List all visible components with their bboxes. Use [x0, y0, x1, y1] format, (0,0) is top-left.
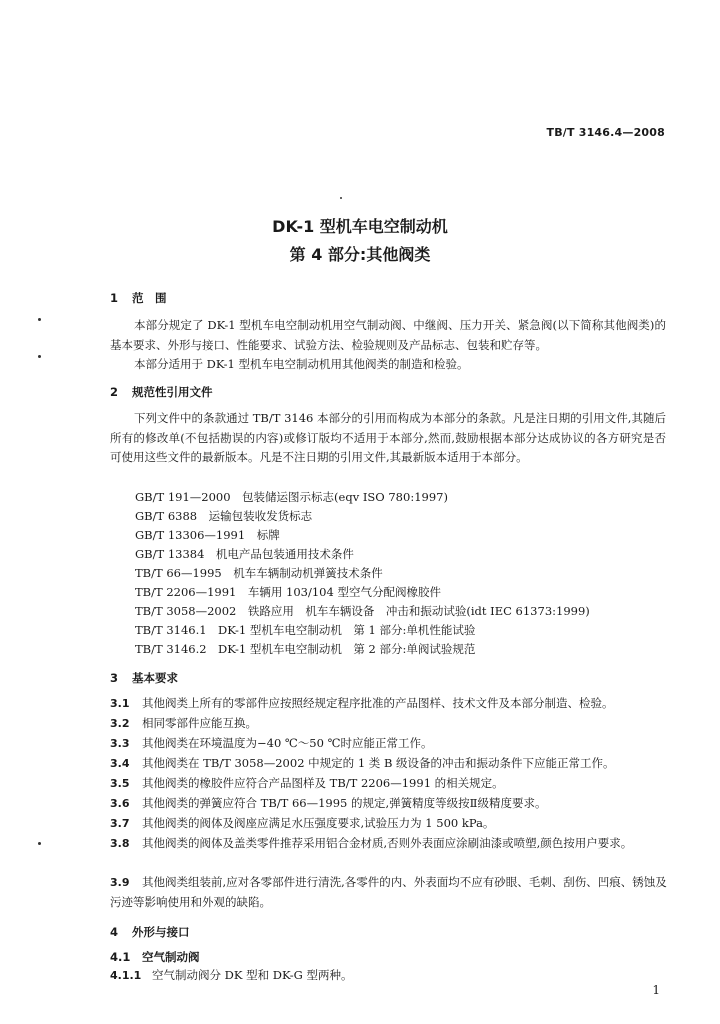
- clause-text: 其他阀类的弹簧应符合 TB/T 66—1995 的规定,弹簧精度等级按Ⅱ级精度要求。: [142, 796, 547, 810]
- section-heading-scope: [110, 290, 167, 306]
- clause-item: [110, 966, 670, 986]
- section-number: 2: [110, 385, 119, 399]
- section-title: 规范性引用文件: [132, 385, 213, 399]
- scan-speck: [38, 355, 41, 358]
- reference-item: GB/T 6388 运输包装收发货标志: [135, 509, 313, 523]
- document-title: DK-1 型机车电空制动机: [272, 217, 448, 236]
- section-number: 4.1: [110, 950, 131, 964]
- clause-text: 其他阀类上所有的零部件应按照经规定程序批准的产品图样、技术文件及本部分制造、检验。: [142, 696, 614, 710]
- section-number: 4: [110, 925, 119, 939]
- clause-text: 其他阀类的阀体及阀座应满足水压强度要求,试验压力为 1 500 kPa。: [142, 816, 495, 830]
- reference-item: TB/T 3058—2002 铁路应用 机车车辆设备 冲击和振动试验(idt IEC 61373:1999): [135, 604, 590, 618]
- reference-item: TB/T 66—1995 机车车辆制动机弹簧技术条件: [135, 566, 383, 580]
- clause-number: 3.7: [110, 817, 130, 830]
- clause-number: 4.1.1: [110, 969, 142, 982]
- clause-item: [110, 714, 670, 734]
- reference-item: GB/T 13306—1991 标牌: [135, 528, 280, 542]
- subsection-heading-air-brake-valve: [110, 949, 200, 965]
- clause-item: [110, 774, 670, 794]
- clause-item: [110, 794, 670, 814]
- reference-item: TB/T 3146.2 DK-1 型机车电空制动机 第 2 部分:单阀试验规范: [135, 642, 476, 656]
- scan-speck: [38, 318, 41, 321]
- clause-text: 其他阀类在环境温度为−40 ℃～50 ℃时应能正常工作。: [142, 736, 433, 750]
- clause-item: [110, 734, 670, 754]
- clause-number: 3.8: [110, 837, 130, 850]
- clause-number: 3.6: [110, 797, 130, 810]
- normative-intro: 下列文件中的条款通过 TB/T 3146 本部分的引用而构成为本部分的条款。凡是注日期的引用文件,其随后所有的修改单(不包括勘误的内容)或修订版均不适用于本部分,然而,鼓励根据本部分达成协议的各方研究是否可使用这些文件的最新版本。凡是不注日期的引用文件,其最新版本适用于本部分。: [110, 411, 666, 464]
- scope-paragraph-1: 本部分规定了 DK-1 型机车电空制动机用空气制动阀、中继阀、压力开关、紧急阀(以下简称其他阀类)的基本要求、外形与接口、性能要求、试验方法、检验规则及产品标志、包装和贮存等。: [110, 318, 666, 352]
- clause-text: 其他阀类组装前,应对各零部件进行清洗,各零件的内、外表面均不应有砂眼、毛刺、刮伤、凹痕、锈蚀及污迹等影响使用和外观的缺陷。: [110, 875, 667, 909]
- clause-item: [110, 694, 670, 714]
- clause-item: [110, 754, 670, 774]
- section-number: 1: [110, 291, 119, 305]
- clause-item: [110, 873, 670, 912]
- reference-item: GB/T 191—2000 包装储运图示标志(eqv ISO 780:1997): [135, 490, 448, 504]
- clause-number: 3.5: [110, 777, 130, 790]
- clause-text: 其他阀类的阀体及盖类零件推荐采用铝合金材质,否则外表面应涂刷油漆或喷塑,颜色按用户要求。: [142, 836, 633, 850]
- clause-text: 其他阀类在 TB/T 3058—2002 中规定的 1 类 B 级设备的冲击和振动条件下应能正常工作。: [142, 756, 615, 770]
- scan-speck: [340, 197, 342, 199]
- page-number: 1: [652, 983, 660, 997]
- clause-text: 空气制动阀分 DK 型和 DK-G 型两种。: [152, 968, 353, 982]
- clause-number: 3.1: [110, 697, 130, 710]
- section-title: 基本要求: [132, 671, 178, 685]
- clause-number: 3.3: [110, 737, 130, 750]
- section-heading-basic: [110, 670, 178, 686]
- clause-text: 其他阀类的橡胶件应符合产品图样及 TB/T 2206—1991 的相关规定。: [142, 776, 504, 790]
- section-title: 空气制动阀: [142, 950, 200, 964]
- reference-item: TB/T 3146.1 DK-1 型机车电空制动机 第 1 部分:单机性能试验: [135, 623, 476, 637]
- section-heading-shape-interface: [110, 924, 190, 940]
- reference-item: GB/T 13384 机电产品包装通用技术条件: [135, 547, 354, 561]
- section-title: 范 围: [132, 291, 167, 305]
- clause-number: 3.4: [110, 757, 130, 770]
- clause-number: 3.9: [110, 876, 130, 889]
- scope-paragraph-2: 本部分适用于 DK-1 型机车电空制动机用其他阀类的制造和检验。: [134, 357, 469, 371]
- clause-item: [110, 814, 670, 834]
- clause-number: 3.2: [110, 717, 130, 730]
- reference-item: TB/T 2206—1991 车辆用 103/104 型空气分配阀橡胶件: [135, 585, 441, 599]
- clause-item: [110, 834, 670, 854]
- standard-number: TB/T 3146.4—2008: [546, 126, 665, 139]
- section-title: 外形与接口: [132, 925, 190, 939]
- clause-text: 相同零部件应能互换。: [142, 716, 257, 730]
- section-heading-normative: [110, 384, 213, 400]
- scan-speck: [38, 842, 41, 845]
- section-number: 3: [110, 671, 119, 685]
- document-subtitle: 第 4 部分:其他阀类: [289, 245, 431, 264]
